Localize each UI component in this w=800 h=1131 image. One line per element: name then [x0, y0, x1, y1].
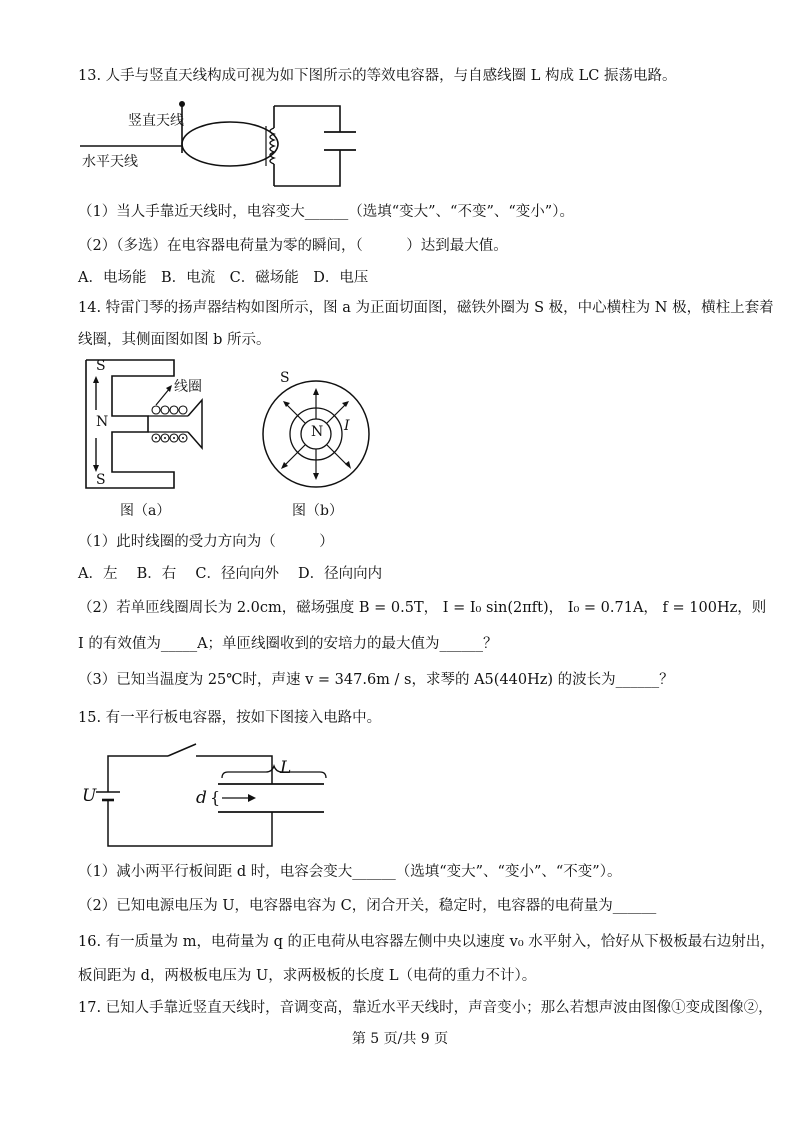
q15-label-L: L [280, 758, 292, 778]
q14a-label-coil: 线圈 [174, 379, 202, 395]
q15-part1: （1）减小两平行板间距 d 时，电容会变大______（选填“变大”、“变小”、“不变”）。 [78, 864, 622, 880]
q14-stem-line2: 线圈，其侧面图如图 b 所示。 [78, 332, 271, 348]
q14b-caption: 图（b） [292, 503, 343, 519]
q13-options: A．电场能 B．电流 C．磁场能 D．电压 [78, 270, 369, 286]
q14b-label-S: S [280, 370, 290, 386]
q14-options: A．左 B．右 C．径向向外 D．径向向内 [78, 566, 383, 582]
q15-stem: 15. 有一平行板电容器，按如下图接入电路中。 [78, 710, 382, 726]
q15-part2: （2）已知电源电压为 U，电容器电容为 C，闭合开关，稳定时，电容器的电荷量为______ [78, 898, 657, 914]
q14a-label-N: N [96, 414, 109, 430]
q14a-label-S-top: S [96, 358, 106, 374]
q13-part1: （1）当人手靠近天线时，电容变大______（选填“变大”、“不变”、“变小”）。 [78, 204, 574, 220]
q15-circuit-figure [78, 742, 338, 850]
q15-label-d: d [196, 788, 207, 808]
q14-part2: （2）若单匝线圈周长为 2.0cm，磁场强度 B = 0.5T， I = I₀ sin(2πft)， I₀ = 0.71A， f = 100Hz，则 [78, 600, 767, 616]
q14b-label-I: I [344, 418, 350, 434]
q16-line2: 板间距为 d，两极板电压为 U，求两极板的长度 L（电荷的重力不计）。 [78, 968, 537, 984]
q14b-label-N: N [311, 424, 324, 440]
q14-part2-line2: I 的有效值为_____A；单匝线圈收到的安培力的最大值为______？ [78, 636, 498, 652]
q14a-caption: 图（a） [120, 503, 171, 519]
q13-label-vertical-antenna: 竖直天线 [128, 113, 184, 129]
q15-brace: { [210, 788, 221, 807]
q14-stem-line1: 14. 特雷门琴的扬声器结构如图所示，图 a 为正面切面图，磁铁外圈为 S 极，中心横柱为 N 极，横柱上套着 [78, 300, 774, 316]
page-footer: 第 5 页/共 9 页 [351, 1031, 449, 1047]
q15-label-U: U [82, 786, 97, 806]
q14-part3: （3）已知当温度为 25℃时，声速 v = 347.6m / s，求琴的 A5(440Hz) 的波长为______？ [78, 672, 674, 688]
q13-figure [80, 98, 370, 192]
q14-part1: （1）此时线圈的受力方向为（ ） [78, 534, 334, 550]
q13-label-horizontal-antenna: 水平天线 [82, 154, 138, 170]
q13-stem: 13. 人手与竖直天线构成可视为如下图所示的等效电容器，与自感线圈 L 构成 LC 振荡电路。 [78, 68, 677, 84]
q13-part2: （2）（多选）在电容器电荷量为零的瞬间，（ ）达到最大值。 [78, 238, 508, 254]
q16-line1: 16. 有一质量为 m，电荷量为 q 的正电荷从电容器左侧中央以速度 v₀ 水平射入，恰好从下极板最右边射出， [78, 934, 775, 950]
q17-line1: 17. 已知人手靠近竖直天线时，音调变高，靠近水平天线时，声音变小；那么若想声波由图像①变成图像②， [78, 1000, 773, 1016]
q14a-label-S-bottom: S [96, 472, 106, 488]
